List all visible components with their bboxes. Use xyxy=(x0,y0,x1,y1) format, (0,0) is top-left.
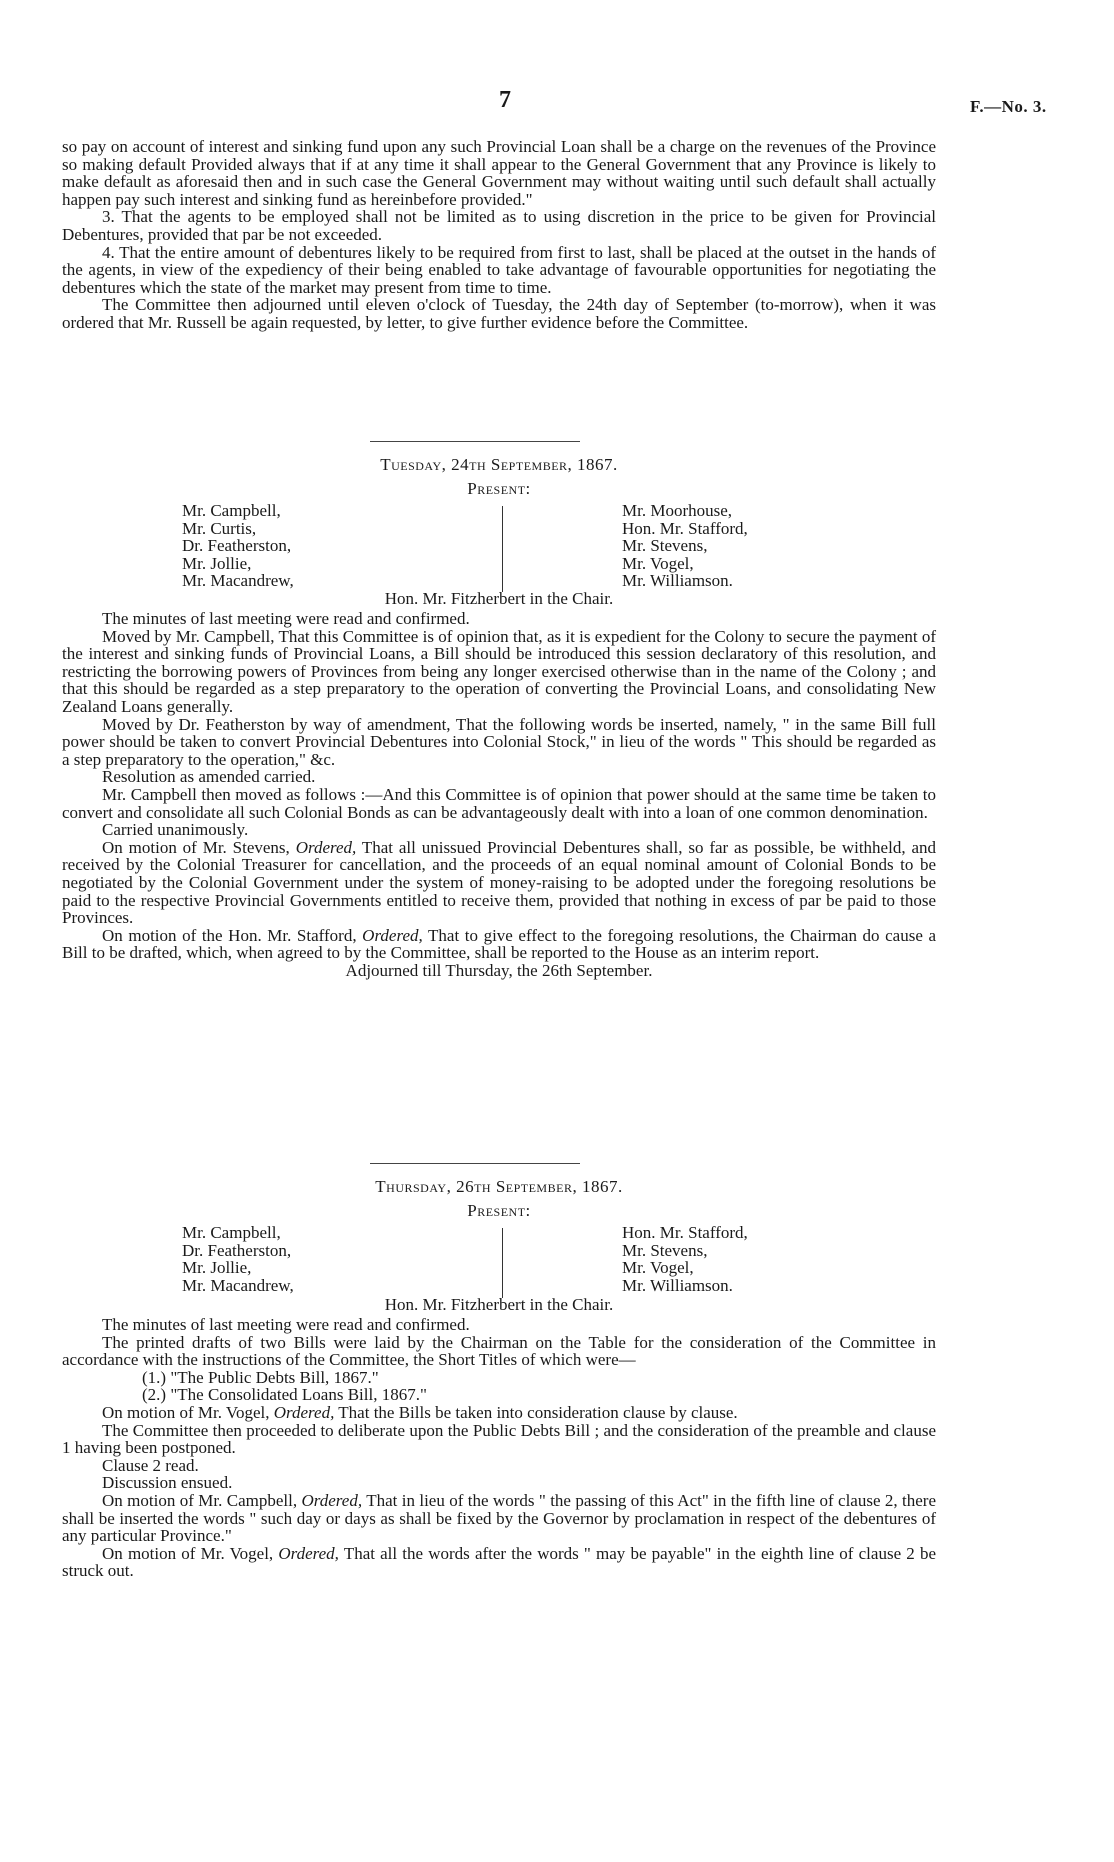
present-label: Present: xyxy=(467,479,531,498)
motion-paragraph: On motion of Mr. Vogel, Ordered, That all the words after the words " may be payable" in the eighth line of clause 2 be struck out. xyxy=(62,1543,936,1581)
resolution-3: 3. That the agents to be employed shall not be limited as to using discretion in the price to be given for Provincial Debentures, provided that par be not exceeded. xyxy=(62,207,936,244)
adjourned-line: Adjourned till Thursday, the 26th September. xyxy=(345,960,653,980)
motion-paragraph: On motion of Mr. Stevens, Ordered, That all unissued Provincial Debentures shall, so far as possible, be withheld, and received by the Colonial Treasurer for cancellation, and the proceeds of an equal nominal amount of Colonial Bonds to be negotiated by the Colonial Government under the system of money-raising to be adopted under the foregoing resolutions be paid to the respective Provincial Governments entitled to receive them, provided that nothing in excess of par be paid to those Provinces. xyxy=(62,837,936,928)
motion-paragraph: On motion of Mr. Vogel, Ordered, That the Bills be taken into consideration clause by clause. xyxy=(102,1402,738,1422)
members-present xyxy=(62,1224,936,1314)
member-name: Mr. Williamson. xyxy=(622,571,733,591)
chair-line: Hon. Mr. Fitzherbert in the Chair. xyxy=(384,589,614,608)
meeting2-proceedings xyxy=(62,1316,936,1580)
member-name: Dr. Featherston, xyxy=(182,536,292,556)
section-divider xyxy=(370,1163,580,1164)
minutes-line: The minutes of last meeting were read and confirmed. xyxy=(102,1315,470,1334)
members-right-column xyxy=(622,502,748,590)
page-number: 7 xyxy=(499,87,511,113)
member-name: Mr. Campbell, xyxy=(182,1223,281,1242)
bill-title-item: (1.) "The Public Debts Bill, 1867." xyxy=(142,1367,379,1387)
member-name: Mr. Macandrew, xyxy=(182,571,294,591)
minutes-line: The minutes of last meeting were read and confirmed. xyxy=(102,609,470,628)
member-name: Mr. Vogel, xyxy=(622,553,694,573)
carried-line: Carried unanimously. xyxy=(102,820,249,840)
adjournment-paragraph: The Committee then adjourned until eleven o'clock of Tuesday, the 24th day of September (to-morrow), when it was ordered that Mr. Russell be again requested, by letter, to give further evidence before the Committee. xyxy=(62,295,936,332)
member-name: Mr. Williamson. xyxy=(622,1275,733,1295)
clause-read-line: Clause 2 read. xyxy=(102,1455,199,1475)
motion-paragraph: On motion of the Hon. Mr. Stafford, Ordered, That to give effect to the foregoing resolutions, the Chairman do cause a Bill to be drafted, which, when agreed to by the Committee, shall be reported to the House as an interim report. xyxy=(62,925,936,963)
member-name: Mr. Macandrew, xyxy=(182,1275,294,1295)
member-name: Mr. Jollie, xyxy=(182,1258,252,1278)
present-label: Present: xyxy=(467,1201,531,1220)
amendment-paragraph: Moved by Dr. Featherston by way of amendment, That the following words be inserted, namely, " in the same Bill full power should be taken to convert Provincial Debentures into Colonial Stock," in lieu of the words " This should be regarded as a step preparatory to the operation," &c. xyxy=(62,714,936,769)
member-name: Mr. Vogel, xyxy=(622,1258,694,1278)
members-left-column xyxy=(182,502,294,590)
member-name: Mr. Stevens, xyxy=(622,1240,708,1260)
discussion-line: Discussion ensued. xyxy=(102,1473,233,1493)
continued-paragraph: so pay on account of interest and sinking fund upon any such Provincial Loan shall be a charge on the revenues of the Province so making default Provided always that if at any time it shall appear to the General Government that any Province is likely to make default as aforesaid then and in such case the General Government may without waiting until such default shall actually happen pay such interest and sinking fund as hereinbefore provided." xyxy=(62,137,936,209)
meeting1-proceedings xyxy=(62,610,936,979)
member-name: Mr. Curtis, xyxy=(182,518,257,538)
motion-paragraph: Mr. Campbell then moved as follows :—And this Committee is of opinion that power should at the same time be taken to convert and consolidate all such Colonial Bonds as can be advantageously dealt with into a loan of one common denomination. xyxy=(62,784,936,822)
meeting-date: Tuesday, 24th September, 1867. xyxy=(380,455,618,474)
section-divider xyxy=(370,441,580,442)
column-divider xyxy=(502,506,503,592)
chair-line: Hon. Mr. Fitzherbert in the Chair. xyxy=(384,1295,614,1314)
members-right-column xyxy=(622,1224,748,1294)
member-name: Mr. Jollie, xyxy=(182,553,252,573)
member-name: Hon. Mr. Stafford, xyxy=(622,1223,748,1242)
resolution-4: 4. That the entire amount of debentures likely to be required from first to last, shall be placed at the outset in the hands of the agents, in view of the expediency of their being enabled to take advantage of favourable opportunities for negotiating the debentures which the state of the market may present from time to time. xyxy=(62,242,936,297)
member-name: Mr. Campbell, xyxy=(182,501,281,520)
members-present xyxy=(62,501,936,608)
bill-title-item: (2.) "The Consolidated Loans Bill, 1867." xyxy=(142,1385,427,1405)
resolution-carried: Resolution as amended carried. xyxy=(102,767,316,787)
members-left-column xyxy=(182,1224,294,1294)
member-name: Dr. Featherston, xyxy=(182,1240,292,1260)
drafts-paragraph: The printed drafts of two Bills were laid by the Chairman on the Table for the consideration of the Committee in accordance with the instructions of the Committee, the Short Titles of which were— xyxy=(62,1332,936,1370)
motion-paragraph: Moved by Mr. Campbell, That this Committee is of opinion that, as it is expedient for the Colony to secure the payment of the interest and sinking funds of Provincial Loans, a Bill should be introduced this session declaratory of this resolution, and restricting the borrowing powers of Provinces from being any longer exercised otherwise than in the name of the Colony ; and that this should be regarded as a step preparatory to the operation of converting the Provincial Loans, and consolidating New Zealand Loans generally. xyxy=(62,626,936,716)
member-name: Mr. Stevens, xyxy=(622,536,708,556)
paper-reference: F.—No. 3. xyxy=(970,97,1047,116)
continued-section xyxy=(62,138,936,332)
column-divider xyxy=(502,1228,503,1298)
member-name: Mr. Moorhouse, xyxy=(622,501,733,520)
deliberation-paragraph: The Committee then proceeded to deliberate upon the Public Debts Bill ; and the consideration of the preamble and clause 1 having been postponed. xyxy=(62,1420,936,1458)
member-name: Hon. Mr. Stafford, xyxy=(622,518,748,538)
meeting-date: Thursday, 26th September, 1867. xyxy=(375,1177,623,1196)
motion-paragraph: On motion of Mr. Campbell, Ordered, That in lieu of the words " the passing of this Act" in the fifth line of clause 2, there shall be inserted the words " such day or days as shall be fixed by the Governor by proclamation in respect of the debentures of any particular Province." xyxy=(62,1490,937,1546)
